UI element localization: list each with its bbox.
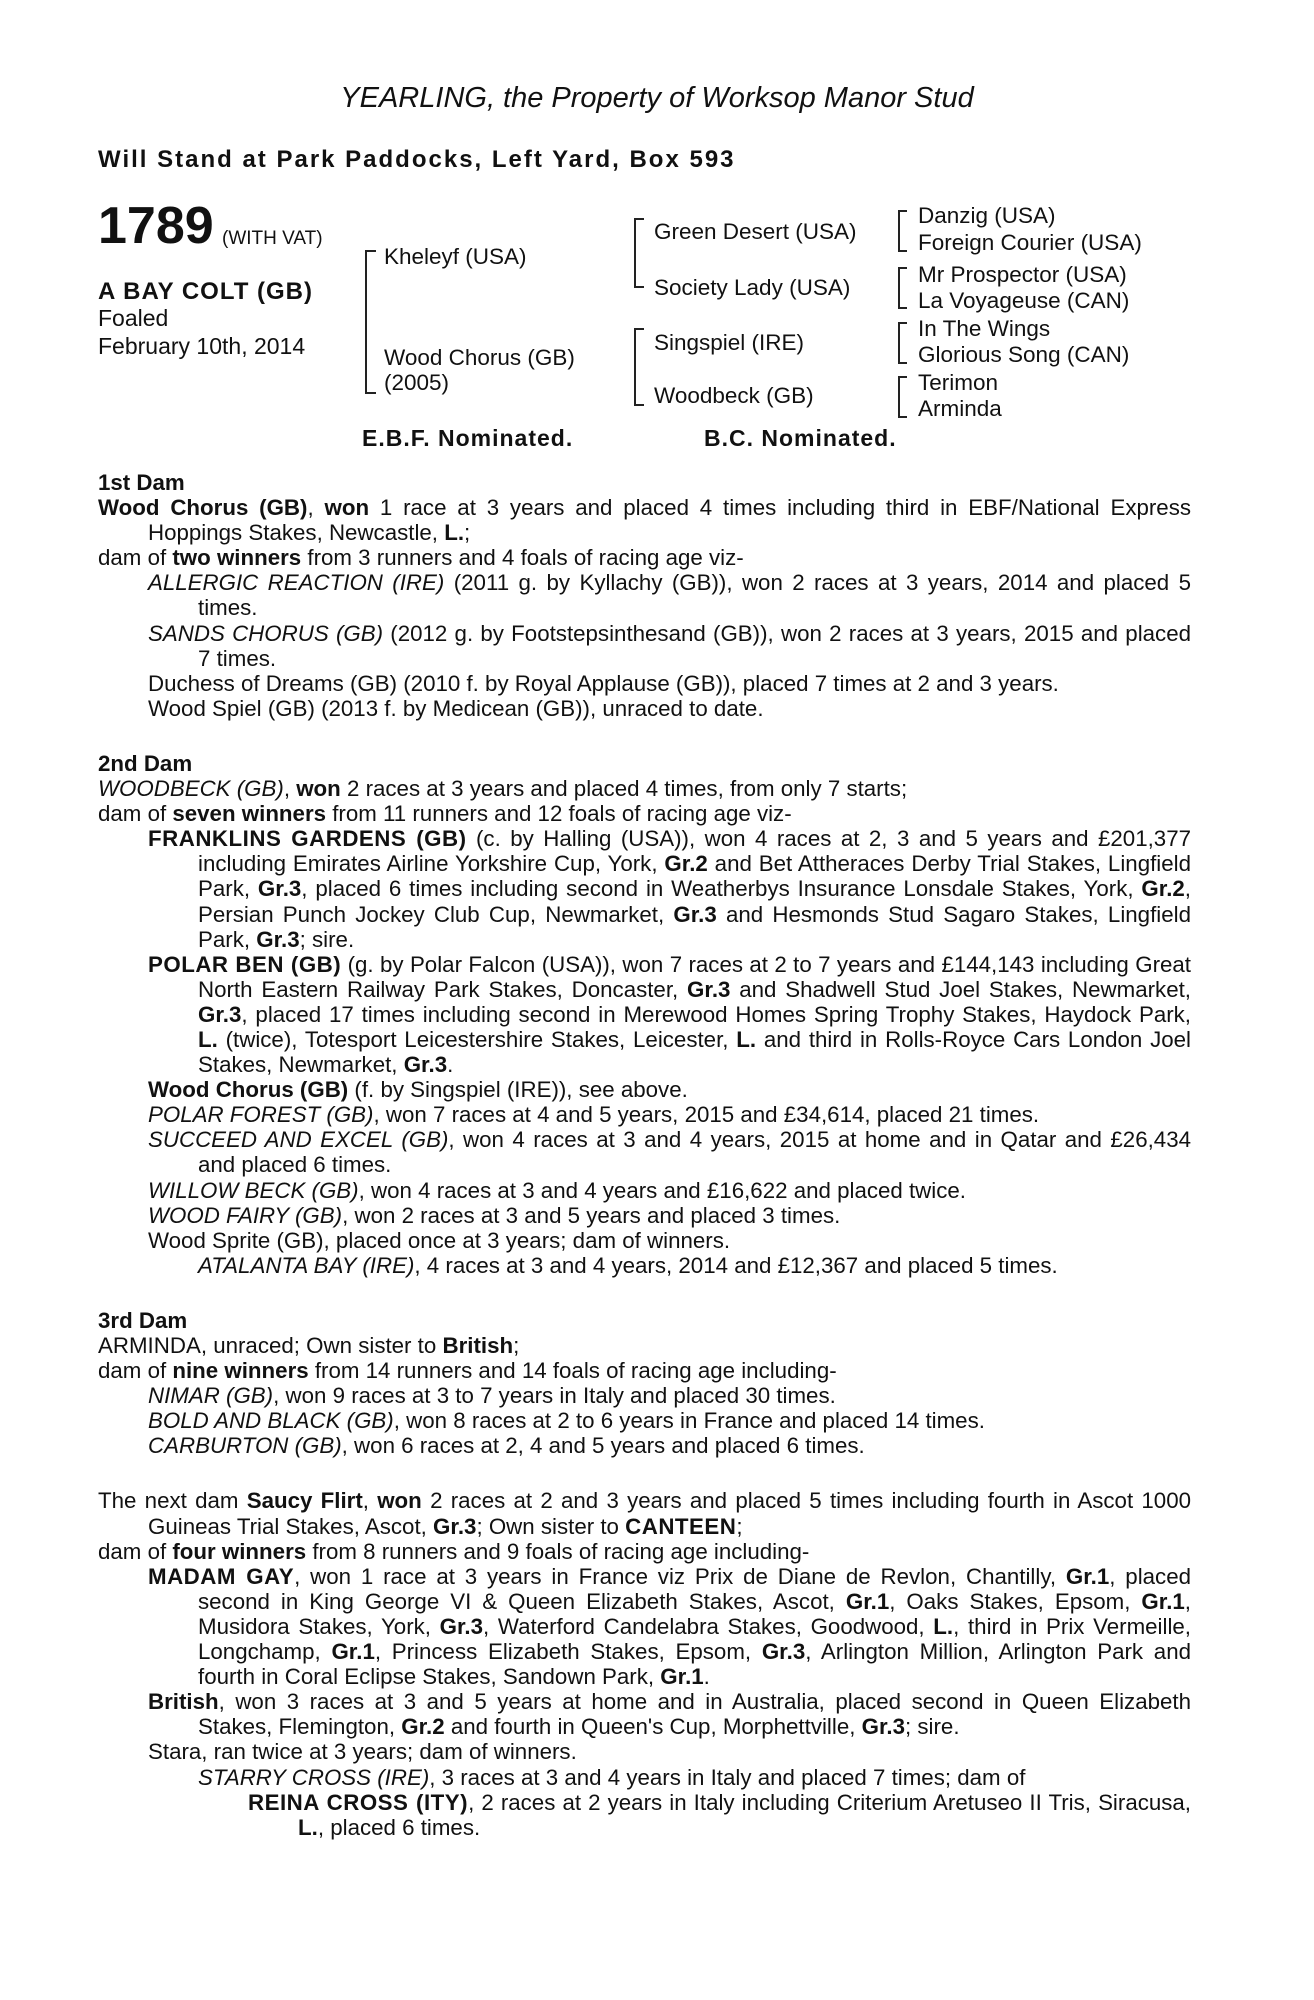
- text-run: , Persian Punch Jockey Club Cup, Newmarket,: [198, 876, 1191, 927]
- text-run: (g. by Polar Falcon (USA)), won 7 races at 2 to 7 years and £144,143 including Great North Eastern Railway Park Stakes, Doncaster,: [198, 951, 1191, 1002]
- text-run: ;: [736, 1513, 743, 1539]
- emphasis-run: Gr.2: [664, 851, 708, 877]
- pedigree-ssd: Foreign Courier (USA): [918, 230, 1142, 255]
- emphasis-run: Gr.1: [845, 1588, 890, 1614]
- emphasis-run: Gr.3: [687, 976, 731, 1002]
- produce-entry: [98, 671, 1191, 696]
- pedigree-dsd: Glorious Song (CAN): [918, 342, 1130, 367]
- pedigree-bracket: [365, 250, 376, 394]
- foaled-label: Foaled: [98, 305, 169, 331]
- pedigree-sds: Mr Prospector (USA): [918, 262, 1127, 287]
- dam-section: [98, 1488, 1191, 1839]
- text-run: (2012 g. by Footstepsinthesand (GB)), won 2 races at 3 years, 2015 and placed 7 times.: [198, 620, 1191, 671]
- emphasis-run: POLAR FOREST (GB): [148, 1102, 374, 1128]
- emphasis-run: Wood Chorus (GB): [98, 495, 308, 521]
- pedigree-sire-dam: Society Lady (USA): [654, 275, 851, 300]
- dam-paragraph: [98, 545, 1191, 570]
- pedigree-dam: Wood Chorus (GB): [384, 345, 575, 370]
- pedigree-bracket: [898, 322, 907, 364]
- dam-paragraph: [98, 776, 1191, 801]
- text-run: .: [703, 1664, 710, 1690]
- text-run: , placed 6 times including second in Weatherbys Insurance Lonsdale Stakes, York,: [301, 876, 1142, 902]
- text-run: , placed 17 times including second in Merewood Homes Spring Trophy Stakes, Haydock Park,: [241, 1001, 1191, 1027]
- emphasis-run: L.: [933, 1613, 954, 1639]
- emphasis-run: L.: [444, 520, 465, 546]
- text-run: from 14 runners and 14 foals of racing age including-: [308, 1358, 837, 1384]
- text-run: , won 4 races at 3 and 4 years and £16,622 and placed twice.: [358, 1177, 966, 1203]
- text-run: , third in Prix Vermeille, Longchamp,: [198, 1613, 1191, 1665]
- ebf-nominated: E.B.F. Nominated.: [362, 425, 574, 451]
- text-run: , Musidora Stakes, York,: [198, 1588, 1191, 1639]
- text-run: ,: [307, 495, 325, 521]
- text-run: ; sire.: [299, 926, 355, 952]
- pedigree-bracket: [898, 267, 907, 309]
- produce-entry: [98, 696, 1191, 721]
- text-run: and Hesmonds Stud Sagaro Stakes, Lingfield Park,: [198, 901, 1191, 952]
- dam-paragraph: [98, 1539, 1191, 1564]
- produce-entry: [98, 1077, 1191, 1102]
- text-run: 2 races at 3 years and placed 4 times, from only 7 starts;: [340, 776, 908, 802]
- produce-entry: [98, 1127, 1191, 1177]
- emphasis-run: ATALANTA BAY (IRE): [198, 1252, 415, 1278]
- text-run: , placed 6 times.: [317, 1814, 481, 1840]
- section-heading: 3rd Dam: [98, 1307, 188, 1333]
- grand-produce-entry: [98, 1253, 1191, 1278]
- pedigree-bracket: [898, 210, 907, 252]
- text-run: , won 3 races at 3 and 5 years at home and in Australia, placed second in Queen Elizabeth Stakes, Flemington,: [198, 1689, 1191, 1740]
- text-run: , won 9 races at 3 to 7 years in Italy and placed 30 times.: [273, 1383, 836, 1409]
- emphasis-run: CARBURTON (GB): [148, 1433, 342, 1459]
- pedigree-sdd: La Voyageuse (CAN): [918, 288, 1130, 313]
- pedigree-sire-sire: Green Desert (USA): [654, 219, 857, 244]
- text-run: , 2 races at 2 years in Italy including Criterium Aretuseo II Tris, Siracusa,: [468, 1789, 1192, 1815]
- text-run: , won 7 races at 4 and 5 years, 2015 and £34,614, placed 21 times.: [373, 1102, 1040, 1128]
- emphasis-run: Gr.3: [403, 1052, 448, 1078]
- emphasis-run: STARRY CROSS (IRE): [198, 1764, 430, 1790]
- text-run: ; Own sister to: [476, 1513, 626, 1539]
- produce-entry: [98, 1383, 1191, 1408]
- emphasis-run: Gr.3: [861, 1714, 906, 1740]
- page-title: YEARLING, the Property of Worksop Manor Stud: [340, 82, 974, 114]
- text-run: , Arlington Million, Arlington Park and fourth in Coral Eclipse Stakes, Sandown Park,: [198, 1639, 1192, 1690]
- dam-paragraph: [98, 1488, 1191, 1538]
- produce-entry: [98, 1178, 1191, 1203]
- text-run: ,: [283, 776, 297, 802]
- produce-entry: [98, 1102, 1191, 1127]
- emphasis-run: FRANKLINS GARDENS (GB): [148, 826, 467, 852]
- produce-entry: [98, 570, 1191, 620]
- vat-note: (WITH VAT): [222, 228, 323, 249]
- foaled-info: [98, 304, 305, 360]
- emphasis-run: Gr.1: [1141, 1588, 1185, 1614]
- emphasis-run: two winners: [172, 545, 302, 571]
- bc-nominated: B.C. Nominated.: [704, 425, 897, 451]
- text-run: , Oaks Stakes, Epsom,: [889, 1588, 1142, 1614]
- pedigree-bracket: [634, 328, 644, 406]
- pedigree-sire: Kheleyf (USA): [384, 244, 527, 269]
- emphasis-run: British: [442, 1333, 514, 1358]
- text-run: dam of: [98, 1358, 173, 1384]
- text-run: , won 8 races at 2 to 6 years in France and placed 14 times.: [393, 1408, 985, 1434]
- text-run: 2 races at 2 and 3 years and placed 5 times including fourth in Ascot 1000 Guineas Trial Stakes, Ascot,: [148, 1488, 1191, 1539]
- produce-entry: [98, 952, 1191, 1077]
- text-run: , Princess Elizabeth Stakes, Epsom,: [374, 1639, 762, 1665]
- produce-entry: [98, 621, 1191, 671]
- text-run: and fourth in Queen's Cup, Morphettville,: [444, 1714, 862, 1740]
- pedigree-bracket: [898, 376, 907, 418]
- text-run: dam of: [98, 545, 173, 571]
- emphasis-run: Gr.3: [256, 926, 300, 952]
- emphasis-run: CANTEEN: [625, 1513, 737, 1539]
- text-run: ;: [464, 520, 471, 546]
- pedigree-dam-year: (2005): [384, 370, 450, 395]
- emphasis-run: Gr.1: [331, 1639, 375, 1665]
- dam-paragraph: [98, 801, 1191, 826]
- text-run: Wood Spiel (GB) (2013 f. by Medicean (GB)), unraced to date.: [148, 695, 764, 721]
- emphasis-run: Gr.3: [433, 1513, 477, 1539]
- foaled-date: February 10th, 2014: [98, 333, 306, 359]
- emphasis-run: BOLD AND BLACK (GB): [148, 1408, 394, 1434]
- dam-section: [98, 1308, 1191, 1459]
- text-run: 1 race at 3 years and placed 4 times including third in EBF/National Express Hoppings Stakes, Newcastle,: [148, 495, 1191, 546]
- text-run: , won 4 races at 3 and 4 years, 2015 at home and in Qatar and £26,434 and placed 6 times.: [198, 1127, 1192, 1178]
- text-run: Stara, ran twice at 3 years; dam of winners.: [148, 1739, 577, 1765]
- emphasis-run: Gr.1: [1065, 1563, 1110, 1589]
- emphasis-run: Gr.3: [761, 1639, 806, 1665]
- emphasis-run: ALLERGIC REACTION (IRE): [148, 570, 445, 596]
- emphasis-run: NIMAR (GB): [148, 1383, 274, 1409]
- catalogue-body: [98, 470, 1191, 1840]
- text-run: ;: [513, 1333, 520, 1358]
- emphasis-run: Gr.3: [439, 1613, 484, 1639]
- pedigree-dam-sire: Singspiel (IRE): [654, 330, 805, 355]
- emphasis-run: Gr.1: [660, 1664, 704, 1690]
- lot-number: 1789: [98, 197, 214, 255]
- text-run: The next dam: [98, 1488, 247, 1514]
- text-run: and third in Rolls-Royce Cars London Joel Stakes, Newmarket,: [198, 1026, 1192, 1078]
- text-run: (f. by Singspiel (IRE)), see above.: [348, 1077, 688, 1103]
- text-run: from 3 runners and 4 foals of racing age viz-: [301, 545, 744, 571]
- text-run: , 3 races at 3 and 4 years in Italy and placed 7 times; dam of: [429, 1764, 1026, 1790]
- emphasis-run: won: [377, 1488, 422, 1514]
- produce-entry: [98, 1689, 1191, 1739]
- emphasis-run: Gr.3: [673, 901, 717, 927]
- emphasis-run: WOOD FAIRY (GB): [148, 1202, 343, 1228]
- emphasis-run: WOODBECK (GB): [98, 776, 284, 802]
- emphasis-run: won: [296, 776, 341, 802]
- text-run: ,: [362, 1488, 378, 1514]
- emphasis-run: POLAR BEN (GB): [148, 951, 342, 977]
- emphasis-run: Gr.2: [1141, 876, 1185, 902]
- produce-entry: [98, 826, 1191, 951]
- text-run: dam of: [98, 1538, 173, 1564]
- emphasis-run: L.: [298, 1814, 318, 1840]
- produce-entry: [98, 1228, 1191, 1253]
- text-run: from 11 runners and 12 foals of racing age viz-: [326, 801, 792, 827]
- stand-location: Will Stand at Park Paddocks, Left Yard, Box 593: [98, 146, 736, 173]
- dam-paragraph: [98, 495, 1191, 545]
- text-run: , won 2 races at 3 and 5 years and placed 3 times.: [342, 1202, 841, 1228]
- emphasis-run: REINA CROSS (ITY): [248, 1789, 469, 1815]
- pedigree-dds: Terimon: [918, 370, 999, 395]
- text-run: , won 1 race at 3 years in France viz Prix de Diane de Revlon, Chantilly,: [294, 1563, 1066, 1589]
- emphasis-run: Gr.2: [401, 1714, 445, 1740]
- emphasis-run: Gr.3: [198, 1001, 242, 1027]
- text-run: and Bet Attheraces Derby Trial Stakes, Lingfield Park,: [198, 851, 1191, 902]
- produce-entry: [98, 1203, 1191, 1228]
- emphasis-run: WILLOW BECK (GB): [148, 1177, 359, 1203]
- text-run: Duchess of Dreams (GB) (2010 f. by Royal Applause (GB)), placed 7 times at 2 and 3 years.: [148, 670, 1059, 696]
- horse-description: A BAY COLT (GB): [98, 278, 314, 305]
- text-run: (twice), Totesport Leicestershire Stakes, Leicester,: [217, 1026, 737, 1052]
- emphasis-run: L.: [198, 1026, 218, 1052]
- emphasis-run: seven winners: [172, 801, 327, 827]
- emphasis-run: won: [324, 495, 370, 521]
- emphasis-run: Gr.3: [257, 876, 302, 902]
- text-run: , placed second in King George VI & Queen Elizabeth Stakes, Ascot,: [198, 1563, 1192, 1614]
- text-run: (c. by Halling (USA)), won 4 races at 2, 3 and 5 years and £201,377 including Emirates Airline Yorkshire Cup, York,: [198, 826, 1191, 877]
- pedigree-ddd: Arminda: [918, 396, 1002, 421]
- produce-entry: [98, 1408, 1191, 1433]
- text-run: ; sire.: [905, 1714, 960, 1740]
- grand-produce-entry: [98, 1765, 1191, 1790]
- section-heading: 2nd Dam: [98, 750, 193, 776]
- pedigree-dss: In The Wings: [918, 316, 1051, 341]
- emphasis-run: Wood Chorus (GB): [148, 1077, 349, 1103]
- great-grand-produce-entry: [98, 1790, 1191, 1840]
- section-heading: 1st Dam: [98, 470, 185, 495]
- emphasis-run: L.: [736, 1026, 757, 1052]
- emphasis-run: British: [148, 1689, 219, 1715]
- dam-section: [98, 470, 1191, 721]
- text-run: , Waterford Candelabra Stakes, Goodwood,: [483, 1613, 934, 1639]
- produce-entry: [98, 1564, 1191, 1689]
- produce-entry: [98, 1433, 1191, 1458]
- text-run: and Shadwell Stud Joel Stakes, Newmarket,: [730, 976, 1191, 1002]
- dam-paragraph: [98, 1333, 1191, 1358]
- emphasis-run: MADAM GAY: [148, 1563, 295, 1589]
- text-run: (2011 g. by Kyllachy (GB)), won 2 races at 3 years, 2014 and placed 5 times.: [198, 570, 1191, 621]
- produce-entry: [98, 1739, 1191, 1764]
- dam-paragraph: [98, 1358, 1191, 1383]
- emphasis-run: four winners: [172, 1538, 307, 1564]
- text-run: .: [447, 1052, 454, 1078]
- text-run: Wood Sprite (GB), placed once at 3 years; dam of winners.: [148, 1227, 731, 1253]
- text-run: , won 6 races at 2, 4 and 5 years and placed 6 times.: [341, 1433, 865, 1459]
- emphasis-run: nine winners: [172, 1358, 309, 1384]
- text-run: , 4 races at 3 and 4 years, 2014 and £12,367 and placed 5 times.: [414, 1252, 1058, 1278]
- text-run: dam of: [98, 801, 173, 827]
- emphasis-run: Saucy Flirt: [246, 1488, 363, 1514]
- emphasis-run: SANDS CHORUS (GB): [148, 620, 384, 646]
- emphasis-run: SUCCEED AND EXCEL (GB): [148, 1127, 449, 1153]
- pedigree-dam-dam: Woodbeck (GB): [654, 383, 814, 408]
- pedigree-sss: Danzig (USA): [918, 203, 1056, 228]
- text-run: ARMINDA, unraced; Own sister to: [98, 1333, 443, 1358]
- pedigree-bracket: [634, 218, 644, 288]
- dam-section: [98, 751, 1191, 1278]
- text-run: from 8 runners and 9 foals of racing age including-: [306, 1538, 810, 1564]
